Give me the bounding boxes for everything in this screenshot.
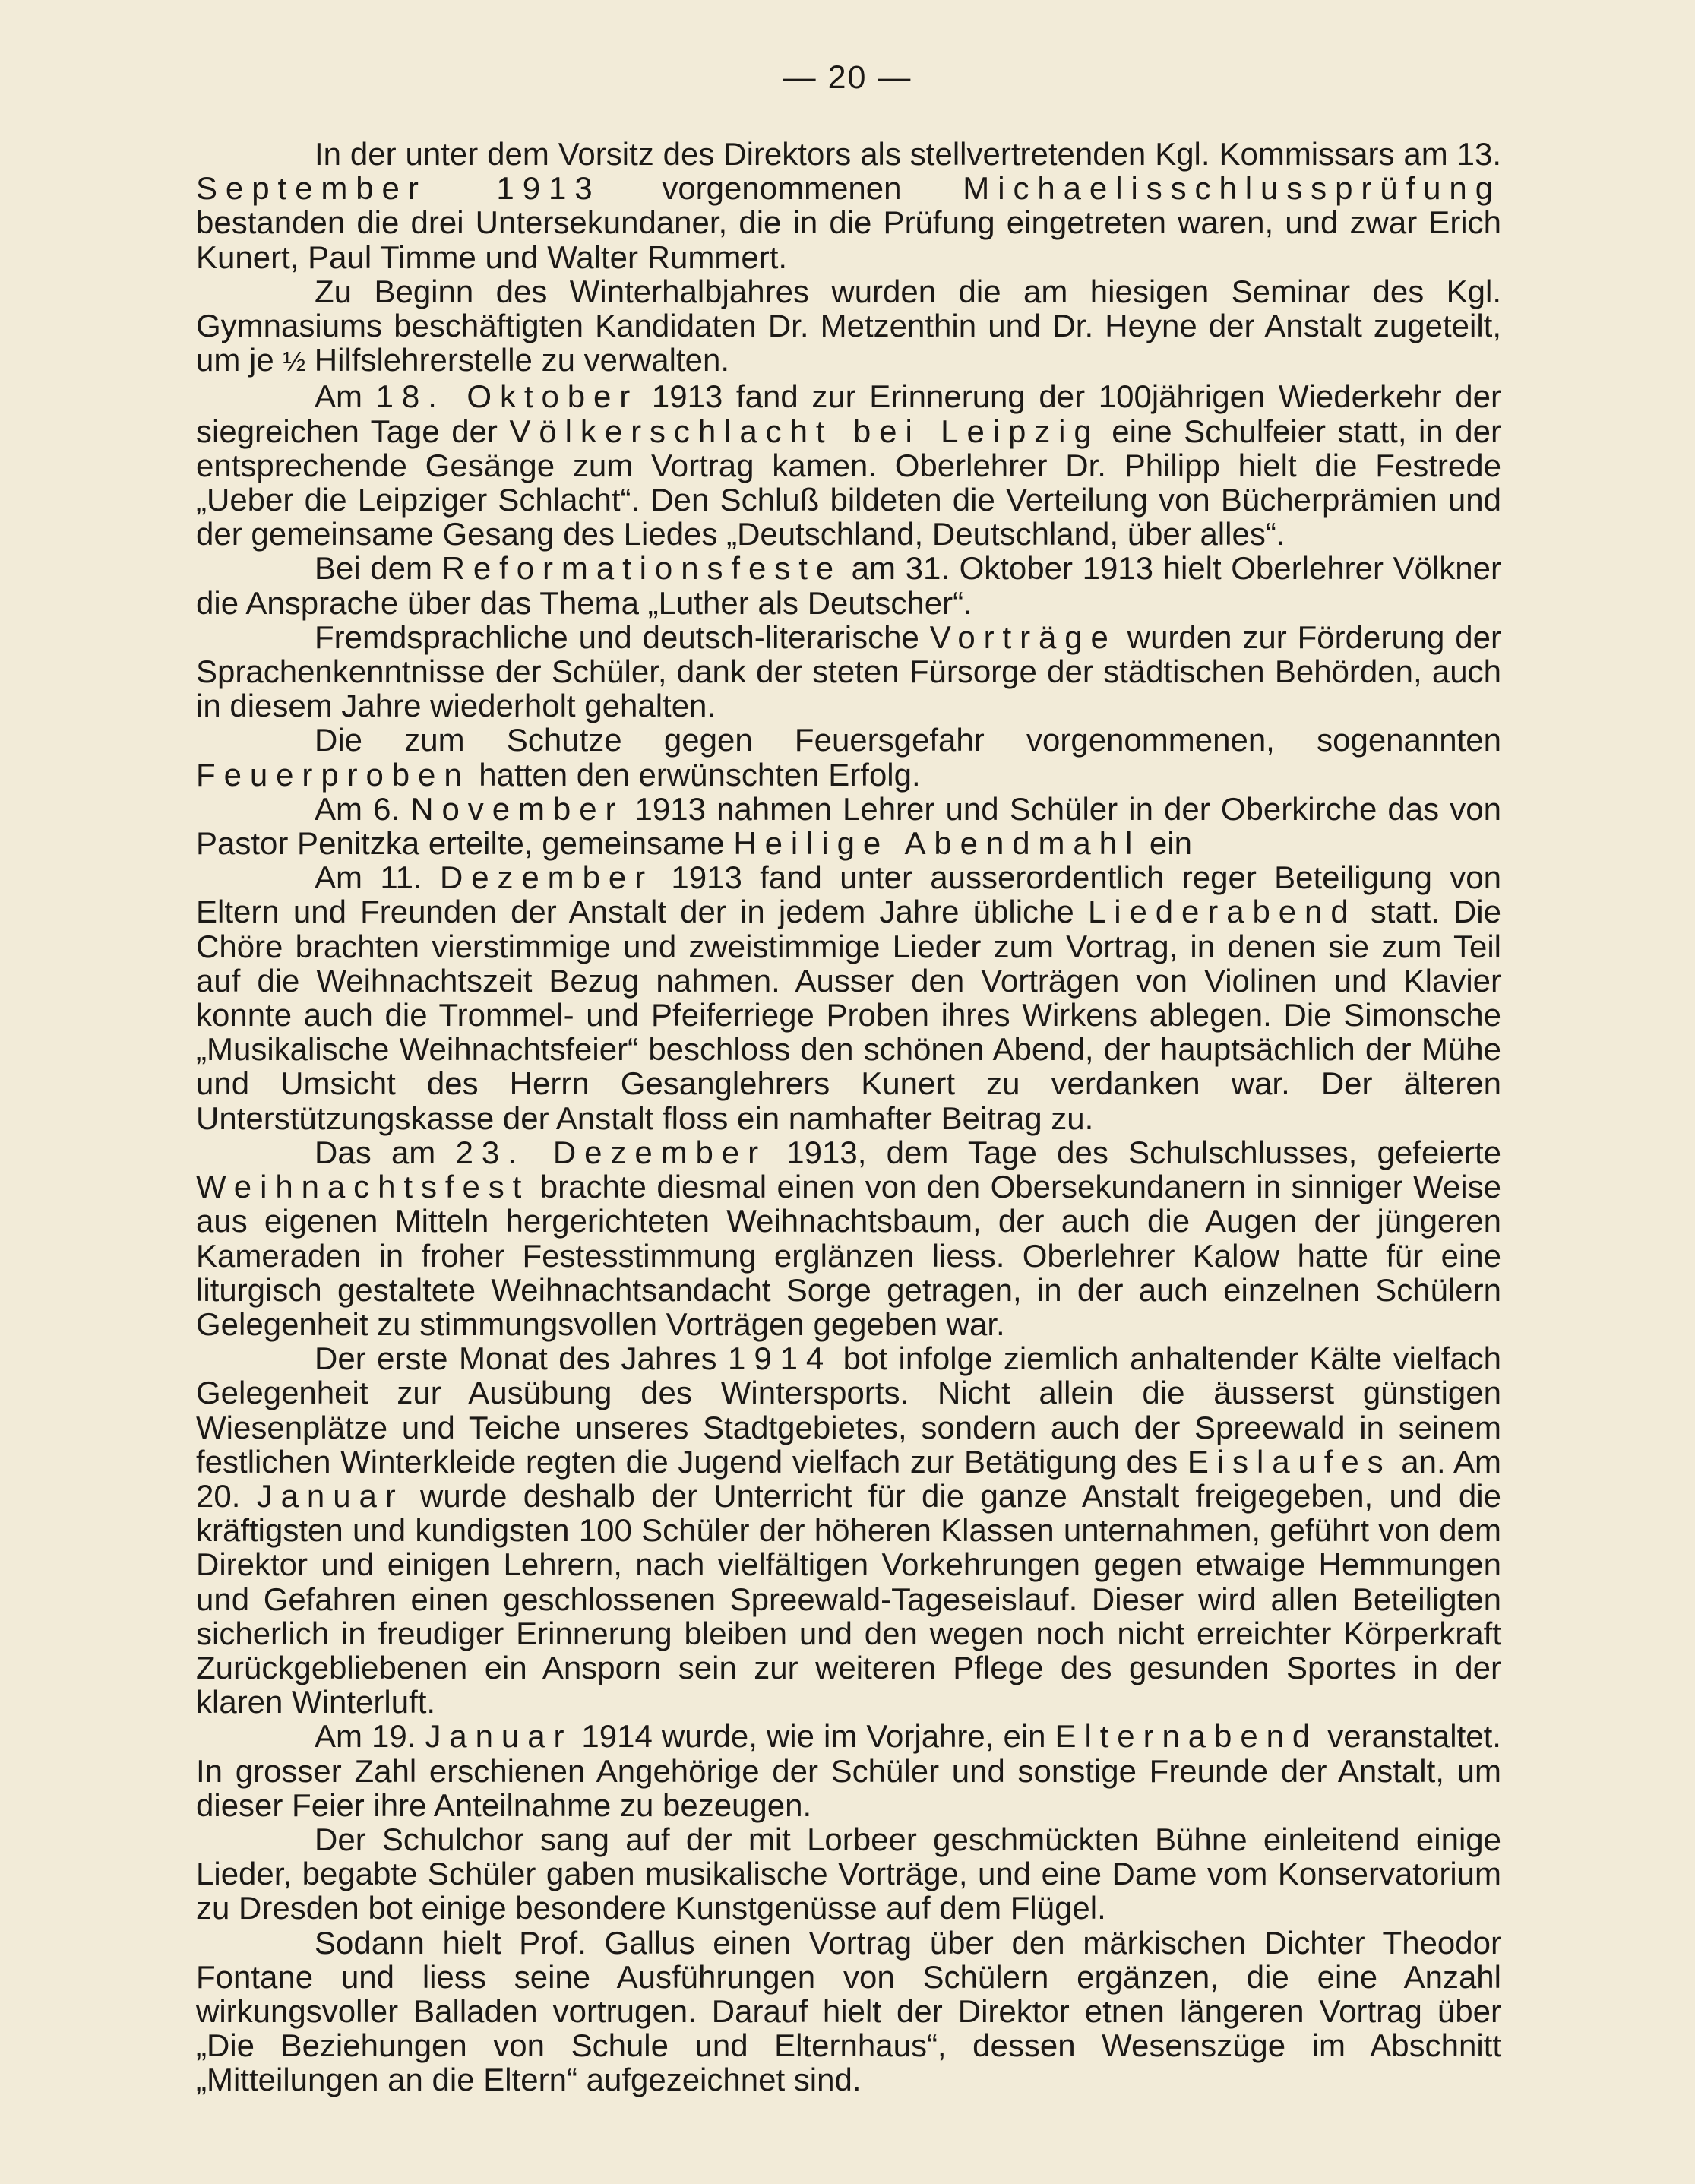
paragraph-12 [196,1822,1501,1926]
paragraph-3 [196,379,1501,551]
paragraph-1 [196,137,1501,274]
paragraph-2 [196,274,1501,380]
text-run: Der Schulchor sang auf der mit Lorbeer geschmückten Bühne einleitend einige Lieder, begabte Schüler gaben musikalische Vorträge, und eine Dame vom Konservatorium zu Dresden bot einige besondere Kunstgenüsse auf dem Flügel. [196,1821,1501,1926]
text-run: an. Am 20. [196,1443,1502,1514]
text-run: Sodann hielt Prof. Gallus einen Vortrag über den märkischen Dichter Theodor Fontane und liess seine Ausführungen von Schülern ergänzen, die eine Anzahl wirkungsvoller Balladen vortrugen. Darauf hielt der Direktor etnen längeren Vortrag über „Die Beziehungen von Schule und Elternhaus“, dessen Wesenszüge im Abschnitt „Mitteilungen an die Eltern“ aufgezeichnet sind. [196,1924,1501,2098]
spaced-emphasis: Liederabend [1087,894,1357,930]
spaced-emphasis: 23. Dezember [455,1134,767,1170]
spaced-emphasis: Dezember [439,859,654,896]
text-run: veranstaltet. In grosser Zahl erschienen Angehörige der Schüler und sonstige Freunde der Anstalt, um dieser Feier ihre Anteilnahme zu bezeugen. [196,1718,1501,1823]
text-run: 1913 fand zur Erinnerung der 100jährigen Wiederkehr der siegreichen Tage der [196,378,1502,449]
text-run: 1914 wurde, wie im Vorjahre, ein [572,1718,1055,1755]
text-run: Die zum Schutze gegen Feuersgefahr vorgenommenen, sogenannten [315,722,1501,758]
text-run: Hilfslehrerstelle zu verwalten. [305,342,730,378]
paragraph-9 [196,1135,1501,1341]
paragraph-11 [196,1719,1501,1822]
page-number: — 20 — [783,59,912,96]
paragraph-7 [196,792,1501,860]
spaced-emphasis: Januar [425,1718,573,1755]
text-run: statt. Die Chöre brachten vierstimmige und zweistimmige Lieder zum Vortrag, in denen sie zum Teil auf die Weihnachtszeit Bezug nahmen. Ausser den Vorträgen von Violinen und Klavier konnte auch die Trommel- und Pfeiferriege Proben ihres Wirkens ablegen. Die Simonsche „Musikalische Weihnachtsfeier“ beschloss den schönen Abend, der hauptsächlich der Mühe und Umsicht des Herrn Gesanglehrers Kunert zu verdanken war. Der älteren Unterstützungskasse der Anstalt floss ein namhafter Beitrag zu. [196,894,1501,1136]
text-run: Am 6. [315,790,411,827]
text-run: 1913 nahmen Lehrer und Schüler in der Oberkirche das von Pastor Penitzka erteilte, gemeinsame [196,790,1501,862]
body-text [196,137,1501,2097]
spaced-emphasis: Heilige Abendmahl [733,825,1141,862]
spaced-emphasis: Michaelisschlussprüfung [963,170,1501,207]
spaced-emphasis: Feuerproben [196,756,470,793]
text-run: vorgenommenen [600,170,963,207]
text-run: 1913 fand unter ausserordentlich reger Beteiligung von Eltern und Freunden der Anstalt der in jedem Jahre übliche [196,859,1502,930]
text-run: brachte diesmal einen von den Obersekundanern in sinniger Weise aus eigenen Mitteln hergerichteten Weihnachtsbaum, der auch die Augen der jüngeren Kameraden in froher Festesstimmung erglänzen liess. Oberlehrer Kalow hatte für eine liturgisch gestaltete Weihnachtsandacht Sorge getragen, in der auch einzelnen Schülern Gelegenheit zu stimmungsvollen Vorträgen gegeben war. [196,1169,1501,1342]
spaced-emphasis: Elternabend [1055,1718,1319,1755]
text-run: wurden zur Förderung der Sprachenkenntnisse der Schüler, dank der steten Fürsorge der städtischen Behörden, auch in diesem Jahre wiederholt gehalten. [196,619,1501,724]
text-run: Am [315,378,376,415]
text-run: Zu Beginn des Winterhalbjahres wurden die am hiesigen Seminar des Kgl. Gymnasiums beschäftigten Kandidaten Dr. Metzenthin und Dr. Heyne der Anstalt zugeteilt, um je [196,273,1501,378]
paragraph-6 [196,723,1501,791]
spaced-emphasis: 1914 [728,1340,833,1377]
text-run: wurde deshalb der Unterricht für die ganze Anstalt freigegeben, und die kräftigsten und kundigsten 100 Schüler der höheren Klassen unternahmen, geführt von dem Direktor und einigen Lehrern, nach vielfältigen Vorkehrungen gegen etwaige Hemmungen und Gefahren einen geschlossenen Spreewald-Tageseislauf. Dieser wird allen Beteiligten sicherlich in freudiger Erinnerung bleiben und den wegen noch nicht erreichter Körperkraft Zurückgebliebenen ein Ansporn sein zur weiteren Pflege des gesunden Sportes in der klaren Winterluft. [196,1477,1501,1720]
text-run: Fremdsprachliche und deutsch-literarische [315,619,930,655]
paragraph-13 [196,1926,1501,2097]
text-run: eine Schulfeier statt, in der entsprechende Gesänge zum Vortrag kamen. Oberlehrer Dr. Philipp hielt die Festrede „Ueber die Leipziger Schlacht“. Den Schluß bildeten die Verteilung von Bücherprämien und der gemeinsame Gesang des Liedes „Deutschland, Deutschland, über alles“. [196,413,1501,552]
spaced-emphasis: November [410,790,625,827]
fraction: ½ [283,347,306,378]
text-run: Bei dem [315,550,442,587]
text-run: 1913, dem Tage des Schulschlusses, gefeierte [767,1134,1501,1170]
text-run: Der erste Monat des Jahres [315,1340,729,1377]
spaced-emphasis: Völkerschlacht bei Leipzig [509,413,1100,449]
text-run: ein [1140,825,1192,862]
text-run: bot infolge ziemlich anhaltender Kälte vielfach Gelegenheit zur Ausübung des Wintersports. Nicht allein die äusserst günstigen Wiesenplätze und Teiche unseres Stadtgebietes, sondern auch der Spreewald in seinem festlichen Winterkleide regten die Jugend vielfach zur Betätigung des [196,1340,1501,1480]
spaced-emphasis: Reformationsfeste [441,550,843,587]
text-run: Das am [315,1134,456,1170]
text-run: Am 11. [315,859,440,896]
spaced-emphasis: Eislaufes [1187,1443,1392,1480]
paragraph-8 [196,860,1501,1135]
spaced-emphasis: 18. Oktober [375,378,639,415]
spaced-emphasis: Vorträge [929,619,1117,655]
spaced-emphasis: Januar [256,1477,404,1514]
paragraph-10 [196,1341,1501,1719]
text-run: hatten den erwünschten Erfolg. [470,756,921,793]
text-run: bestanden die drei Untersekundaner, die in die Prüfung eingetreten waren, und zwar Erich Kunert, Paul Timme und Walter Rummert. [196,204,1501,275]
text-run: am 31. Oktober 1913 hielt Oberlehrer Völkner die Ansprache über das Thema „Luther als Deutscher“. [196,550,1502,621]
text-run: Am 19. [315,1718,425,1755]
paragraph-4 [196,551,1501,619]
paragraph-5 [196,620,1501,723]
text-run: In der unter dem Vorsitz des Direktors als stellvertretenden Kgl. Kommissars am 13. [315,136,1501,172]
spaced-emphasis: September 1913 [196,170,601,207]
spaced-emphasis: Weihnachtsfest [196,1169,530,1205]
